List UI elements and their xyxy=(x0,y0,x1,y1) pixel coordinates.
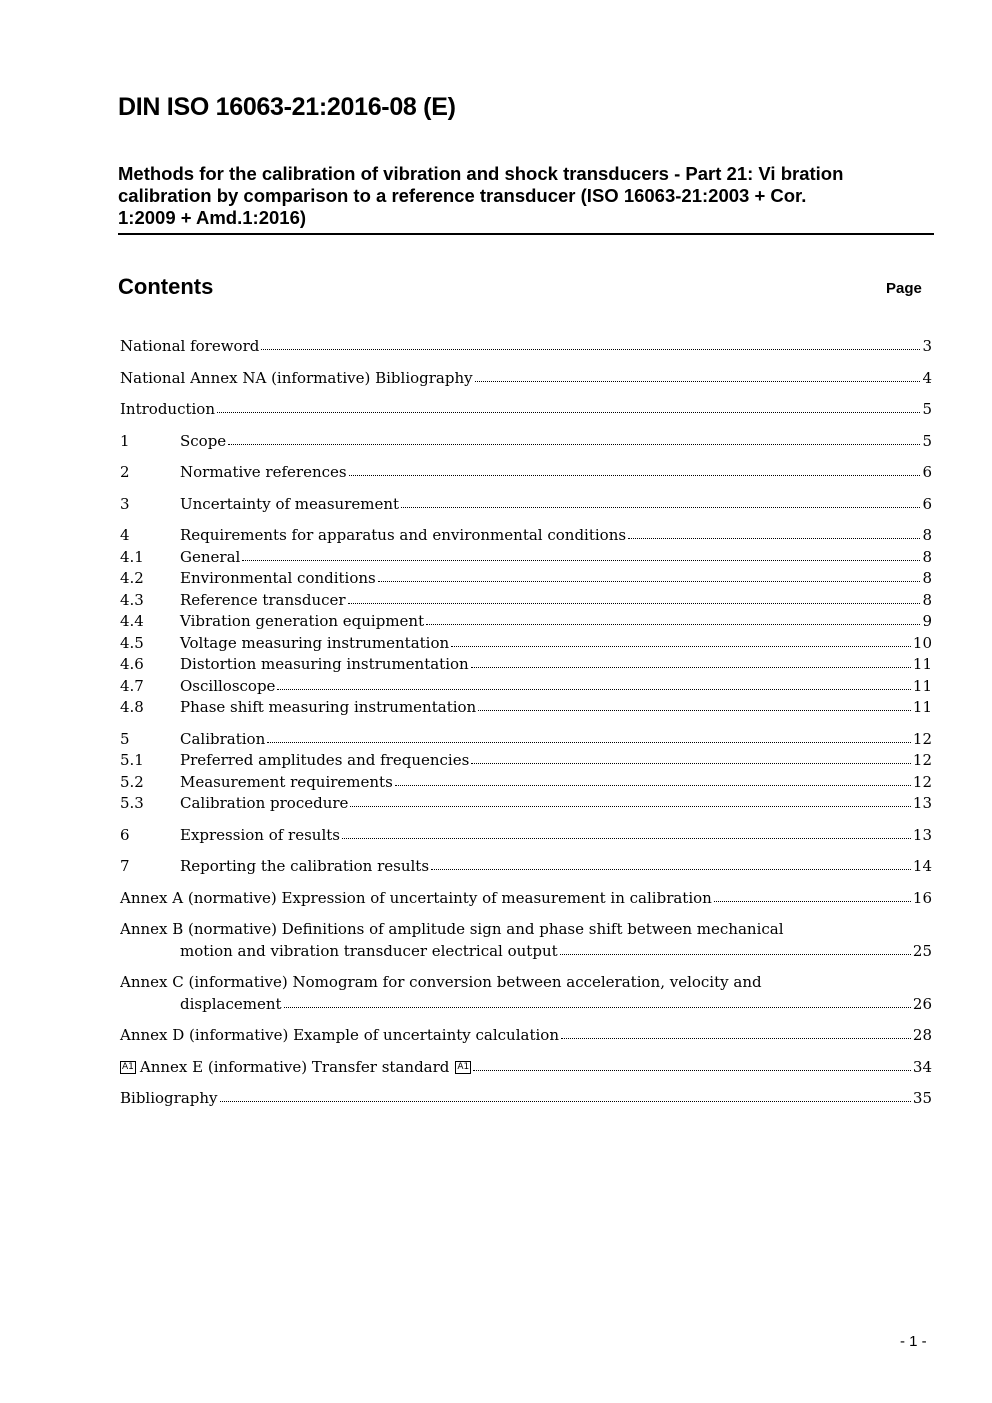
toc-title: Phase shift measuring instrumentation xyxy=(180,698,477,716)
dot-leader xyxy=(431,855,911,870)
dot-leader xyxy=(473,1056,911,1071)
amendment-end-marker: A1 xyxy=(457,1061,470,1072)
dot-leader xyxy=(395,771,911,786)
toc-page: 6 xyxy=(922,495,932,513)
subtitle-line: Methods for the calibration of vibration and shock transducers - Part 21: Vi bration xyxy=(118,163,844,184)
toc-line xyxy=(180,610,932,632)
toc-page: 8 xyxy=(922,591,932,609)
toc-entry-national-annex-na[interactable] xyxy=(120,367,932,389)
toc-page: 12 xyxy=(912,773,932,791)
toc-number: 6 xyxy=(120,826,130,844)
dot-leader xyxy=(349,461,921,476)
dot-leader xyxy=(426,610,920,625)
toc-page: 13 xyxy=(912,794,932,812)
toc-title: Voltage measuring instrumentation xyxy=(180,634,450,652)
toc-line xyxy=(120,887,932,909)
toc-page: 11 xyxy=(912,655,932,673)
toc-title: Expression of results xyxy=(180,826,340,844)
toc-line xyxy=(180,792,932,814)
toc-number: 3 xyxy=(120,495,130,513)
toc-title: Requirements for apparatus and environmental conditions xyxy=(180,526,627,544)
dot-leader xyxy=(714,887,911,902)
dot-leader xyxy=(471,749,911,764)
toc-line xyxy=(180,855,932,877)
toc-entry-4-3[interactable] xyxy=(120,589,932,611)
toc-page: 35 xyxy=(912,1089,932,1107)
dot-leader xyxy=(560,940,911,955)
toc-title: Preferred amplitudes and frequencies xyxy=(180,751,470,769)
toc-title: Calibration xyxy=(180,730,266,748)
toc-page: 12 xyxy=(912,730,932,748)
toc-title-first-line: Annex B (normative) Definitions of amplitude sign and phase shift between mechanical xyxy=(120,920,784,938)
toc-entry-5-3[interactable] xyxy=(120,792,932,814)
toc-number: 4.2 xyxy=(120,569,144,587)
dot-leader xyxy=(228,430,920,445)
dot-leader xyxy=(475,367,921,382)
toc-line xyxy=(180,567,932,589)
amendment-start-marker: A1 xyxy=(122,1061,134,1072)
toc-title: National Annex NA (informative) Bibliography xyxy=(120,369,473,387)
toc-page: 9 xyxy=(922,612,932,630)
toc-entry-annex-a[interactable] xyxy=(120,887,932,909)
dot-leader xyxy=(401,493,920,508)
dot-leader xyxy=(348,589,921,604)
toc-title: Reporting the calibration results xyxy=(180,857,430,875)
toc-number: 5.3 xyxy=(120,794,144,812)
toc-number: 5.2 xyxy=(120,773,144,791)
toc-page: 13 xyxy=(912,826,932,844)
toc-page: 5 xyxy=(922,400,932,418)
toc-line xyxy=(180,993,932,1015)
toc-page: 8 xyxy=(922,526,932,544)
title-rule xyxy=(118,233,934,235)
toc-title: Bibliography xyxy=(120,1089,218,1107)
toc-line xyxy=(120,1056,932,1078)
toc-line xyxy=(180,493,932,515)
toc-entry-5-1[interactable] xyxy=(120,749,932,771)
toc-line xyxy=(180,632,932,654)
toc-entry-5[interactable] xyxy=(120,728,932,750)
toc-title: Vibration generation equipment xyxy=(180,612,425,630)
toc-line xyxy=(120,1024,932,1046)
toc-page: 25 xyxy=(912,942,932,960)
toc-page: 11 xyxy=(912,677,932,695)
toc-title: Reference transducer xyxy=(180,591,346,609)
toc-number: 5 xyxy=(120,730,130,748)
toc-title: Calibration procedure xyxy=(180,794,349,812)
toc-line xyxy=(180,546,932,568)
toc-line xyxy=(120,1087,932,1109)
toc-page: 16 xyxy=(912,889,932,907)
toc-number: 5.1 xyxy=(120,751,144,769)
toc-number: 4 xyxy=(120,526,130,544)
toc-entry-annex-b[interactable] xyxy=(120,918,932,962)
toc-title: Scope xyxy=(180,432,227,450)
toc-line xyxy=(120,398,932,420)
toc-page: 8 xyxy=(922,569,932,587)
toc-line xyxy=(180,461,932,483)
toc-entry-3[interactable] xyxy=(120,493,932,515)
toc-entry-4-7[interactable] xyxy=(120,675,932,697)
document-subtitle xyxy=(118,163,918,229)
toc-entry-1[interactable] xyxy=(120,430,932,452)
toc-title-first-line: Annex C (informative) Nomogram for conversion between acceleration, velocity and xyxy=(120,973,762,991)
dot-leader xyxy=(451,632,911,647)
subtitle-line: calibration by comparison to a reference transducer (ISO 16063-21:2003 + Cor. xyxy=(118,185,807,206)
toc-line xyxy=(180,940,932,962)
toc-line xyxy=(180,430,932,452)
dot-leader xyxy=(378,567,921,582)
toc-line xyxy=(180,824,932,846)
subtitle-line: 1:2009 + Amd.1:2016) xyxy=(118,207,307,228)
toc-number: 4.1 xyxy=(120,548,144,566)
toc-page: 26 xyxy=(912,995,932,1013)
toc-line xyxy=(180,696,932,718)
toc-title: Introduction xyxy=(120,400,215,418)
toc-number: 4.3 xyxy=(120,591,144,609)
dot-leader xyxy=(628,524,920,539)
dot-leader xyxy=(277,675,910,690)
toc-page: 8 xyxy=(922,548,932,566)
toc-title: General xyxy=(180,548,241,566)
toc-title: motion and vibration transducer electrical output xyxy=(180,942,558,960)
toc-title: Distortion measuring instrumentation xyxy=(180,655,469,673)
toc-title: Oscilloscope xyxy=(180,677,276,695)
toc-line xyxy=(120,367,932,389)
dot-leader xyxy=(478,696,911,711)
toc-number: 2 xyxy=(120,463,130,481)
toc-line xyxy=(180,675,932,697)
page-column-label: Page xyxy=(886,280,922,297)
toc-line xyxy=(180,771,932,793)
toc-entry-2[interactable] xyxy=(120,461,932,483)
dot-leader xyxy=(217,398,920,413)
toc-line xyxy=(180,524,932,546)
toc-page: 11 xyxy=(912,698,932,716)
toc-line xyxy=(120,335,932,357)
toc-page: 28 xyxy=(912,1026,932,1044)
toc-number: 1 xyxy=(120,432,130,450)
toc-entry-annex-e[interactable] xyxy=(120,1056,932,1078)
toc-entry-4-6[interactable] xyxy=(120,653,932,675)
toc-entry-annex-c[interactable] xyxy=(120,971,932,1015)
toc-entry-annex-d[interactable] xyxy=(120,1024,932,1046)
toc-title: Normative references xyxy=(180,463,347,481)
document-id: DIN ISO 16063-21:2016-08 (E) xyxy=(118,93,456,121)
dot-leader xyxy=(242,546,920,561)
toc-number: 4.7 xyxy=(120,677,144,695)
toc-page: 10 xyxy=(912,634,932,652)
toc-entry-4-8[interactable] xyxy=(120,696,932,718)
toc-entry-5-2[interactable] xyxy=(120,771,932,793)
dot-leader xyxy=(350,792,911,807)
toc-line xyxy=(180,589,932,611)
toc-entry-4-1[interactable] xyxy=(120,546,932,568)
dot-leader xyxy=(284,993,911,1008)
dot-leader xyxy=(220,1087,911,1102)
dot-leader xyxy=(342,824,911,839)
toc-entry-national-foreword[interactable] xyxy=(120,335,932,357)
toc-page: 14 xyxy=(912,857,932,875)
toc-entry-4[interactable] xyxy=(120,524,932,546)
toc-number: 4.6 xyxy=(120,655,144,673)
toc-entry-4-4[interactable] xyxy=(120,610,932,632)
toc-entry-6[interactable] xyxy=(120,824,932,846)
toc-line xyxy=(180,653,932,675)
toc-title: Annex D (informative) Example of uncertainty calculation xyxy=(120,1026,559,1044)
toc-entry-7[interactable] xyxy=(120,855,932,877)
toc-number: 7 xyxy=(120,857,130,875)
toc-page: 34 xyxy=(912,1058,932,1076)
toc-title: displacement xyxy=(180,995,282,1013)
toc-line xyxy=(180,728,932,750)
toc-page: 12 xyxy=(912,751,932,769)
contents-heading: Contents xyxy=(118,274,214,299)
toc-title: Annex E (informative) Transfer standard xyxy=(139,1058,450,1076)
toc-page: 4 xyxy=(922,369,932,387)
toc-number: 4.8 xyxy=(120,698,144,716)
toc-title: National foreword xyxy=(120,337,260,355)
toc-entry-4-5[interactable] xyxy=(120,632,932,654)
toc-number: 4.5 xyxy=(120,634,144,652)
toc-page: 3 xyxy=(922,337,932,355)
toc-title: Uncertainty of measurement xyxy=(180,495,400,513)
toc-entry-introduction[interactable] xyxy=(120,398,932,420)
toc-entry-bibliography[interactable] xyxy=(120,1087,932,1109)
dot-leader xyxy=(561,1024,911,1039)
toc-title: Environmental conditions xyxy=(180,569,376,587)
dot-leader xyxy=(261,335,920,350)
toc-entry-4-2[interactable] xyxy=(120,567,932,589)
toc-page: 5 xyxy=(922,432,932,450)
toc-title: Annex A (normative) Expression of uncertainty of measurement in calibration xyxy=(120,889,712,907)
dot-leader xyxy=(267,728,911,743)
toc-number: 4.4 xyxy=(120,612,144,630)
toc-title: Measurement requirements xyxy=(180,773,393,791)
toc-line xyxy=(180,749,932,771)
page-number: - 1 - xyxy=(900,1333,927,1350)
dot-leader xyxy=(471,653,911,668)
toc-page: 6 xyxy=(922,463,932,481)
